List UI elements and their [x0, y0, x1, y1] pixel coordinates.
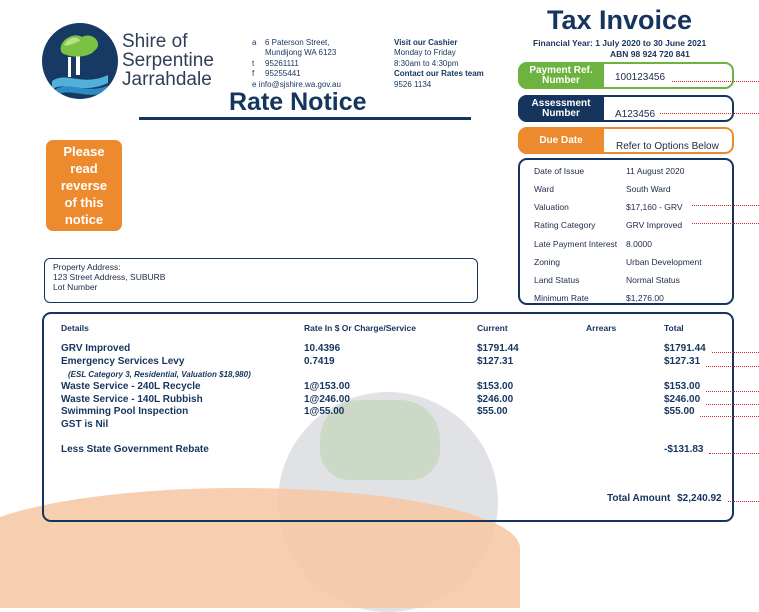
detail-label: Date of Issue — [534, 166, 585, 176]
charge-rate: 1@153.00 — [304, 381, 350, 392]
address-line: 6 Paterson Street, — [265, 38, 330, 47]
detail-value: 8.0000 — [626, 239, 652, 249]
charge-rate: 10.4396 — [304, 343, 341, 354]
property-details-box — [518, 158, 734, 305]
charge-name: Waste Service - 240L Recycle — [61, 381, 201, 392]
phone-number: 95261111 — [265, 58, 299, 68]
charge-current: $127.31 — [477, 356, 514, 367]
charge-current: $246.00 — [477, 394, 514, 405]
column-header-total: Total — [664, 323, 684, 333]
charge-name: Emergency Services Levy — [61, 356, 185, 367]
assessment-box — [518, 95, 734, 122]
leader-line — [706, 366, 759, 367]
property-address-box — [44, 258, 478, 303]
detail-value: Urban Development — [626, 257, 702, 267]
detail-label: Minimum Rate — [534, 293, 589, 303]
charge-name: GRV Improved — [61, 343, 131, 354]
council-name — [122, 32, 214, 89]
council-name-line: Jarrahdale — [122, 69, 212, 90]
charge-current: $1791.44 — [477, 343, 519, 354]
column-header-current: Current — [477, 323, 508, 333]
payment-ref-box — [518, 62, 734, 89]
detail-value: $17,160 - GRV — [626, 202, 683, 212]
cashier-hours: Monday to Friday — [394, 48, 456, 58]
total-amount-label: Total Amount — [607, 493, 671, 504]
leader-line — [709, 453, 759, 454]
detail-value: 11 August 2020 — [626, 166, 685, 176]
leader-line — [706, 391, 759, 392]
gst-note: GST is Nil — [61, 419, 109, 430]
title-underline — [139, 117, 471, 120]
esl-note: (ESL Category 3, Residential, Valuation $18,980) — [68, 370, 251, 379]
total-amount-value: $2,240.92 — [677, 493, 722, 504]
cashier-hours: 8:30am to 4:30pm — [394, 58, 459, 68]
cashier-title: Visit our Cashier — [394, 38, 458, 47]
charge-total: $246.00 — [664, 394, 701, 405]
financial-year: Financial Year: 1 July 2020 to 30 June 2021 — [533, 38, 707, 48]
property-address: 123 Street Address, SUBURB — [53, 272, 166, 282]
email-link[interactable]: info@sjshire.wa.gov.au — [258, 79, 341, 89]
leader-line — [660, 113, 759, 114]
invoice-title: Tax Invoice — [547, 5, 693, 35]
assessment-value: A123456 — [615, 109, 656, 120]
due-date-box — [518, 127, 734, 154]
rebate-label: Less State Government Rebate — [61, 444, 209, 455]
payment-ref-value: 100123456 — [615, 72, 666, 83]
detail-value: South Ward — [626, 184, 671, 194]
address-line: Mundijong WA 6123 — [265, 48, 337, 58]
detail-value: $1,276.00 — [626, 293, 664, 303]
phone-prefix: t — [252, 58, 255, 68]
page-title: Rate Notice — [229, 88, 367, 116]
total-amount — [607, 493, 722, 504]
charge-total: $127.31 — [664, 356, 701, 367]
charge-current: $153.00 — [477, 381, 514, 392]
read-reverse-reminder: Please read reverse of this notice — [46, 140, 122, 231]
rates-team-label: Contact our Rates team — [394, 69, 484, 79]
due-date-value: Refer to Options Below — [616, 141, 719, 152]
council-name-line: Shire of — [122, 31, 188, 52]
detail-value: Normal Status — [626, 275, 680, 285]
charge-total: $153.00 — [664, 381, 701, 392]
charges-table — [42, 312, 734, 522]
leader-line — [712, 352, 759, 353]
charge-current: $55.00 — [477, 406, 508, 417]
detail-label: Ward — [534, 184, 554, 194]
rates-team-phone: 9526 1134 — [394, 79, 432, 89]
lot-number: Lot Number — [53, 282, 98, 292]
charge-total: $1791.44 — [664, 343, 706, 354]
charge-total: $55.00 — [664, 406, 695, 417]
detail-label: Rating Category — [534, 220, 596, 230]
council-name-line: Serpentine — [122, 50, 214, 71]
council-logo-icon — [42, 23, 118, 99]
charge-name: Waste Service - 140L Rubbish — [61, 394, 203, 405]
column-header-rate: Rate In $ Or Charge/Service — [304, 323, 416, 333]
email-prefix: e — [252, 79, 257, 89]
detail-label: Zoning — [534, 257, 560, 267]
charge-rate: 0.7419 — [304, 356, 335, 367]
contact-details — [252, 38, 341, 90]
fax-number: 95255441 — [265, 69, 301, 79]
leader-line — [728, 501, 759, 502]
address-prefix: a — [252, 38, 257, 47]
column-header-details: Details — [61, 323, 89, 333]
charge-rate: 1@55.00 — [304, 406, 345, 417]
rebate-total: -$131.83 — [664, 444, 704, 455]
detail-label: Valuation — [534, 202, 569, 212]
detail-label: Land Status — [534, 275, 580, 285]
due-date-label: Due Date — [518, 127, 604, 154]
leader-line — [692, 223, 759, 224]
detail-label: Late Payment Interest — [534, 239, 618, 249]
cashier-info — [394, 38, 484, 90]
abn-number: ABN 98 924 720 841 — [610, 49, 690, 59]
property-address-heading: Property Address: — [53, 262, 121, 272]
leader-line — [706, 404, 759, 405]
charge-rate: 1@246.00 — [304, 394, 350, 405]
fax-prefix: f — [252, 69, 255, 79]
charge-name: Swimming Pool Inspection — [61, 406, 189, 417]
detail-value: GRV Improved — [626, 220, 683, 230]
assessment-label: Assessment Number — [518, 95, 604, 122]
leader-line — [672, 81, 759, 82]
leader-line — [692, 205, 759, 206]
payment-ref-label: Payment Ref. Number — [518, 62, 604, 89]
leader-line — [700, 416, 759, 417]
column-header-arrears: Arrears — [586, 323, 617, 333]
